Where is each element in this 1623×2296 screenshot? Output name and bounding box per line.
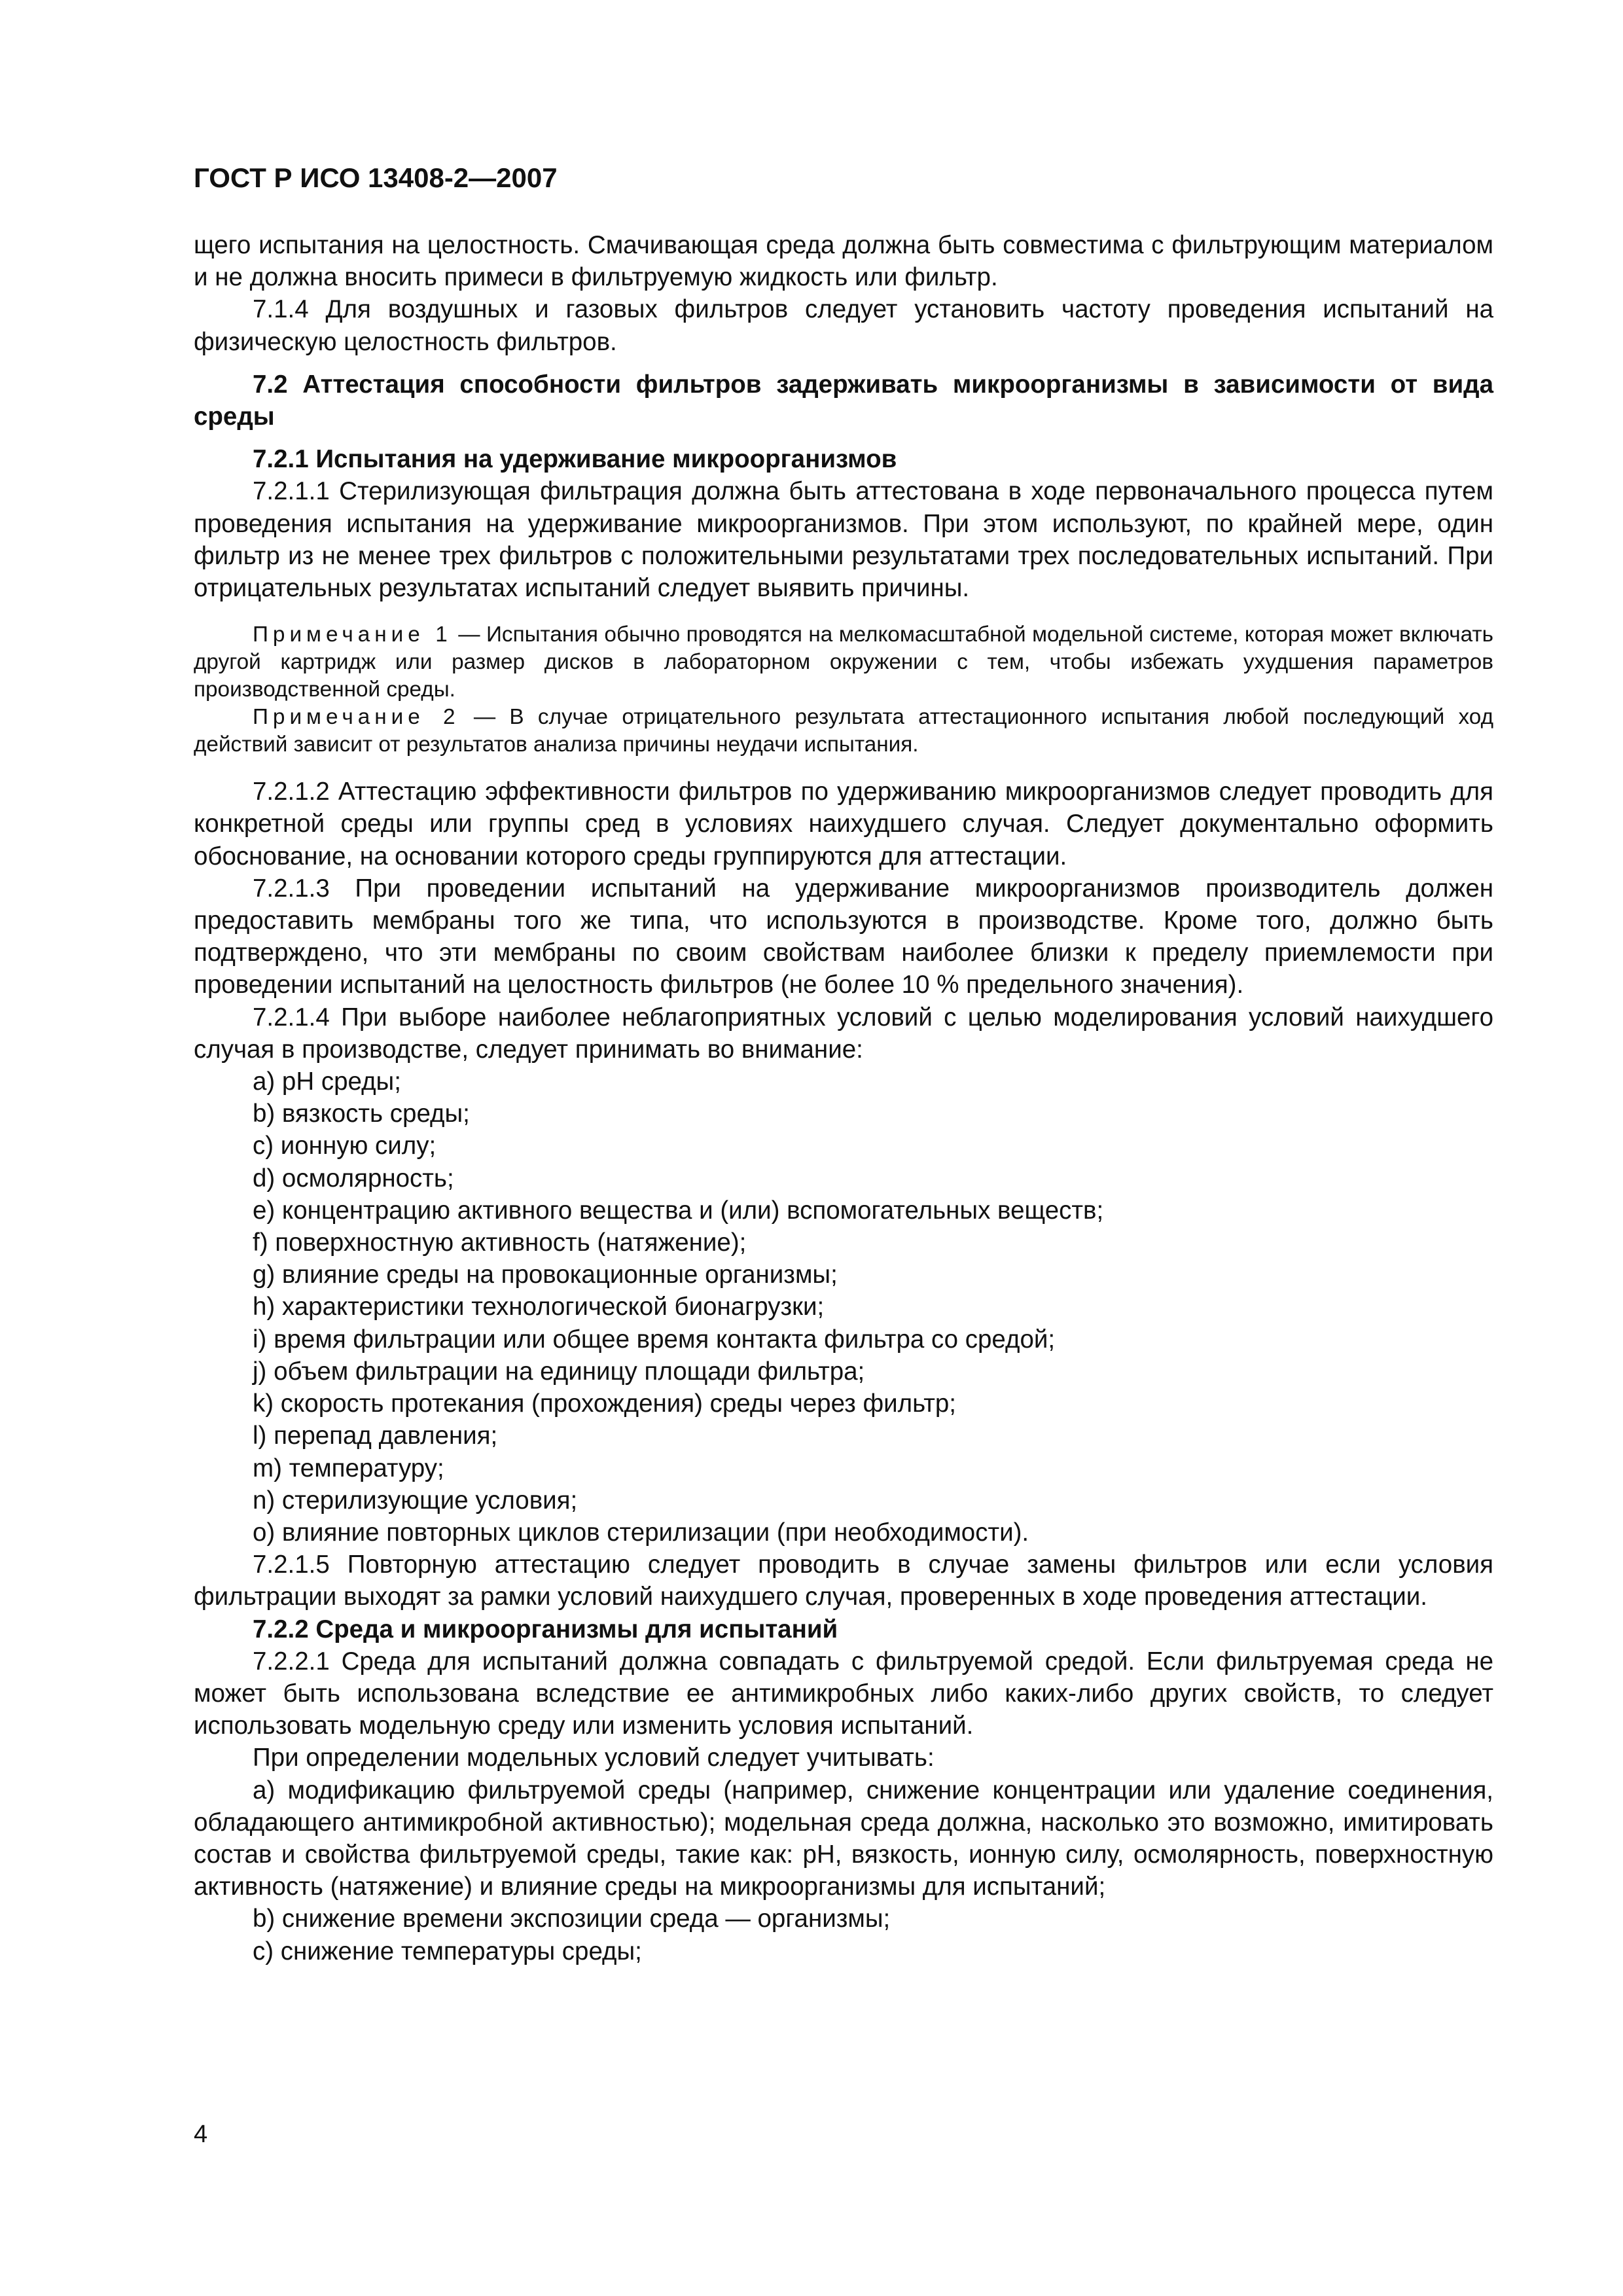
list-item: h) характеристики технологической бионагрузки; — [253, 1293, 825, 1321]
page-body — [194, 229, 1493, 1967]
paragraph-7-1-4: 7.1.4 Для воздушных и газовых фильтров следует установить частоту проведения испытаний на физическую целостность фильтров. — [194, 295, 1493, 356]
document-code-header: ГОСТ Р ИСО 13408-2—2007 — [194, 162, 558, 193]
list-item: n) стерилизующие условия; — [253, 1486, 578, 1515]
paragraph-7-2-1-4: 7.2.1.4 При выборе наиболее неблагоприятных условий с целью моделирования условий наихудшего случая в производстве, следует принимать во внимание: — [194, 1003, 1493, 1064]
note-1-label: Примечание 1 — [253, 622, 452, 647]
paragraph-7-2-1-2: 7.2.1.2 Аттестацию эффективности фильтров по удерживанию микроорганизмов следует проводить для конкретной среды или группы сред в условиях наихудшего случая. Следует документально оформить обоснование, на основании которого среды группируются для аттестации. — [194, 778, 1493, 870]
list-item: g) влияние среды на провокационные организмы; — [253, 1261, 838, 1289]
list-item: j) объем фильтрации на единицу площади фильтра; — [253, 1357, 865, 1386]
list-item: c) снижение температуры среды; — [253, 1937, 642, 1965]
note-2 — [194, 704, 1493, 759]
list-item: c) ионную силу; — [253, 1132, 437, 1160]
note-2-text: — В случае отрицательного результата аттестационного испытания любой последующий ход действий зависит от результатов анализа причины неудачи испытания. — [194, 705, 1494, 757]
note-1 — [194, 621, 1493, 704]
paragraph-7-2-2-1: 7.2.2.1 Среда для испытаний должна совпадать с фильтруемой средой. Если фильтруемая среда не может быть использована вследствие ее антимикробных либо каких-либо других свойств, то следует использовать модельную среду или изменить условия испытаний. — [194, 1647, 1493, 1740]
paragraph-continuation: щего испытания на целостность. Смачивающая среда должна быть совместима с фильтрующим материалом и не должна вносить примеси в фильтруемую жидкость или фильтр. — [194, 231, 1493, 292]
list-item: k) скорость протекания (прохождения) среды через фильтр; — [253, 1390, 956, 1418]
notes-block — [194, 621, 1493, 759]
list-item: a) модификацию фильтруемой среды (например, снижение концентрации или удаление соединения, обладающего антимикробной активностью); модельная среда должна, насколько это возможно, имитировать состав и свойства фильтруемой среды, такие как: pH, вязкость, ионную силу, осмолярность, поверхностную активность (натяжение) и влияние среды на микроорганизмы для испытаний; — [194, 1776, 1493, 1901]
list-item: o) влияние повторных циклов стерилизации (при необходимости). — [253, 1518, 1029, 1547]
paragraph-model-conditions: При определении модельных условий следует учитывать: — [253, 1744, 935, 1772]
list-item: l) перепад давления; — [253, 1422, 498, 1450]
list-7-2-1-4 — [194, 1066, 1493, 1549]
list-item: m) температуру; — [253, 1454, 444, 1482]
list-item: f) поверхностную активность (натяжение); — [253, 1229, 747, 1257]
page-number: 4 — [194, 2121, 208, 2148]
list-item: i) время фильтрации или общее время контакта фильтра со средой; — [253, 1325, 1056, 1354]
list-item: b) вязкость среды; — [253, 1100, 470, 1128]
paragraph-7-2-1-3: 7.2.1.3 При проведении испытаний на удерживание микроорганизмов производитель должен предоставить мембраны того же типа, что используются в производстве. Кроме того, должно быть подтверждено, что эти мембраны по своим свойствам наиболее близки к пределу приемлемости при проведении испытаний на целостность фильтров (не более 10 % предельного значения). — [194, 874, 1493, 999]
note-1-text: — Испытания обычно проводятся на мелкомасштабной модельной системе, которая может включать другой картридж или размер дисков в лабораторном окружении с тем, чтобы избежать ухудшения параметров производственной среды. — [194, 622, 1493, 702]
list-item: d) осмолярность; — [253, 1164, 454, 1193]
note-2-label: Примечание 2 — [253, 705, 460, 730]
heading-7-2-1: 7.2.1 Испытания на удерживание микроорганизмов — [253, 445, 897, 474]
list-item: b) снижение времени экспозиции среда — организмы; — [253, 1905, 891, 1933]
list-item: e) концентрацию активного вещества и (или) вспомогательных веществ; — [253, 1196, 1104, 1225]
paragraph-7-2-1-1: 7.2.1.1 Стерилизующая фильтрация должна быть аттестована в ходе первоначального процесса путем проведения испытания на удерживание микроорганизмов. При этом используют, по крайней мере, один фильтр из не менее трех фильтров с положительными результатами трех последовательных испытаний. При отрицательных результатах испытаний следует выявить причины. — [194, 477, 1493, 603]
list-item: a) pH среды; — [253, 1067, 401, 1096]
heading-7-2: 7.2 Аттестация способности фильтров задерживать микроорганизмы в зависимости от вида среды — [194, 370, 1493, 431]
paragraph-7-2-1-5: 7.2.1.5 Повторную аттестацию следует проводить в случае замены фильтров или если условия фильтрации выходят за рамки условий наихудшего случая, проверенных в ходе проведения аттестации. — [194, 1551, 1493, 1611]
list-model-conditions — [194, 1774, 1493, 1967]
heading-7-2-2: 7.2.2 Среда и микроорганизмы для испытаний — [253, 1615, 838, 1643]
